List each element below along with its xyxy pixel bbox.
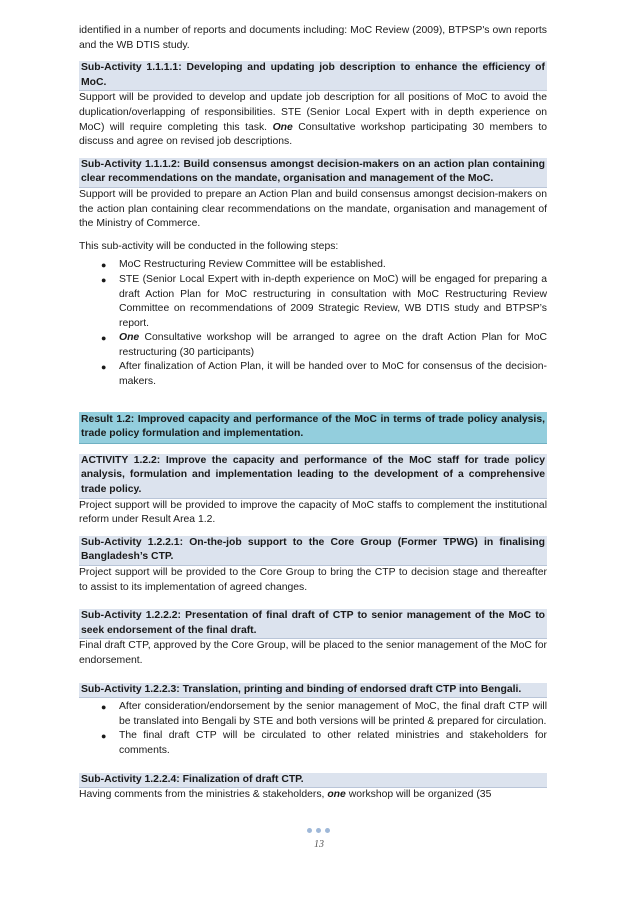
list-item [101, 729, 547, 758]
intro-paragraph: identified in a number of reports and documents including: MoC Review (2009), BTPSP's own reports and the WB DTIS study. [79, 25, 547, 51]
bullet-icon: ● [101, 362, 107, 373]
subactivity-1224-emphasis: one [327, 789, 346, 801]
bullet-icon: ● [101, 260, 107, 271]
subactivity-1111-body-a: Support will be provided to develop and update job description for all positions of MoC to avoid the duplication/overlapping of responsibilities. STE (Senior Local Expert with in depth experience on MoC) will require completing this task. [79, 92, 547, 133]
page-content [79, 24, 547, 803]
section-subactivity-1221 [79, 536, 547, 595]
bullet-icon: ● [101, 274, 107, 285]
section-subactivity-1112 [79, 158, 547, 232]
subactivity-1222-body: Final draft CTP, approved by the Core Group, will be placed to the senior management of the MoC for endorsement. [79, 640, 547, 666]
footer-dot [325, 828, 330, 833]
section-subactivity-1222 [79, 609, 547, 668]
subactivity-1111-body-b: Consultative workshop participating 30 members to discuss and agree on revised job descriptions. [79, 121, 548, 148]
page-number: 13 [314, 839, 324, 850]
subactivity-1111-body [79, 91, 547, 149]
section-subactivity-1111 [79, 61, 547, 150]
subactivity-1224-heading: Sub-Activity 1.2.2.4: Finalization of draft CTP. [79, 773, 547, 789]
subactivity-1222-heading: Sub-Activity 1.2.2.2: Presentation of final draft of CTP to senior management of the MoC to seek endorsement of the final draft. [79, 609, 547, 639]
section-activity-122 [79, 454, 547, 528]
footer-dot [316, 828, 321, 833]
list-item [101, 331, 547, 360]
steps-list [79, 258, 547, 389]
footer-dots-icon [307, 828, 330, 833]
list-item [101, 700, 547, 729]
subactivity-1111-heading: Sub-Activity 1.1.1.1: Developing and updating job description to enhance the efficiency of MoC. [79, 61, 547, 91]
step-4-text: After finalization of Action Plan, it will be handed over to MoC for consensus of the decision-makers. [119, 361, 547, 388]
activity-122-heading: ACTIVITY 1.2.2: Improve the capacity and performance of the MoC staff for trade policy analysis, formulation and implementation leading to the development of a comprehensive trade policy. [79, 454, 547, 499]
subactivity-1112-body: Support will be provided to prepare an Action Plan and build consensus amongst decision-makers on the action plan containing clear recommendations on the mandate, organisation and management of the Ministry of Commerce. [79, 188, 547, 230]
subactivity-1224-body-b: workshop will be organized (35 [348, 789, 492, 801]
subactivity-1221-heading: Sub-Activity 1.2.2.1: On-the-job support to the Core Group (Former TPWG) in finalising Bangladesh’s CTP. [79, 536, 547, 566]
section-subactivity-1224 [79, 773, 547, 803]
bullet-icon: ● [101, 731, 107, 742]
list-item [101, 258, 547, 273]
bullet-icon: ● [101, 702, 107, 713]
list-item [101, 273, 547, 331]
subactivity-1223-bullet-2: The final draft CTP will be circulated to other related ministries and stakeholders for comments. [119, 730, 547, 756]
subactivity-1112-heading: Sub-Activity 1.1.1.2: Build consensus amongst decision-makers on an action plan containing clear recommendations on the mandate, organisation and management of the MoC. [79, 158, 547, 188]
section-subactivity-1223 [79, 683, 547, 759]
subactivity-1111-emphasis: One [272, 121, 293, 133]
subactivity-1224-body [79, 788, 547, 803]
bullet-icon: ● [101, 333, 107, 344]
step-3-emphasis: One [119, 332, 140, 344]
subactivity-1223-heading: Sub-Activity 1.2.2.3: Translation, printing and binding of endorsed draft CTP into Bengali. [79, 683, 547, 699]
step-2-text: STE (Senior Local Expert with in-depth experience on MoC) will be engaged for preparing a draft Action Plan for MoC restructuring in consultation with MoC Restructuring Review Committee on recommendations of 2009 Strategic Review, WB DTIS study and BTPSP’s report. [119, 273, 547, 329]
subactivity-1223-bullet-1: After consideration/endorsement by the senior management of MoC, the final draft CTP will be translated into Bengali by STE and both versions will be printed & prepared for circulation. [119, 701, 547, 727]
subactivity-1223-list [79, 700, 547, 758]
result-1-2-heading: Result 1.2: Improved capacity and performance of the MoC in terms of trade policy analysis, trade policy formulation and implementation. [79, 412, 547, 444]
activity-122-body: Project support will be provided to improve the capacity of MoC staffs to complement the institutional reform under Result Area 1.2. [79, 499, 547, 526]
steps-intro: This sub-activity will be conducted in the following steps: [79, 240, 339, 252]
list-item [101, 360, 547, 389]
subactivity-1221-body: Project support will be provided to the Core Group to bring the CTP to decision stage and thereafter to assist to its implementation of agreed changes. [79, 567, 547, 593]
step-1-text: MoC Restructuring Review Committee will be established. [119, 259, 386, 271]
footer-dot [307, 828, 312, 833]
step-3-text: Consultative workshop will be arranged to agree on the draft Action Plan for MoC restructuring (30 participants) [119, 332, 547, 358]
subactivity-1224-body-a: Having comments from the ministries & stakeholders, [79, 789, 325, 801]
